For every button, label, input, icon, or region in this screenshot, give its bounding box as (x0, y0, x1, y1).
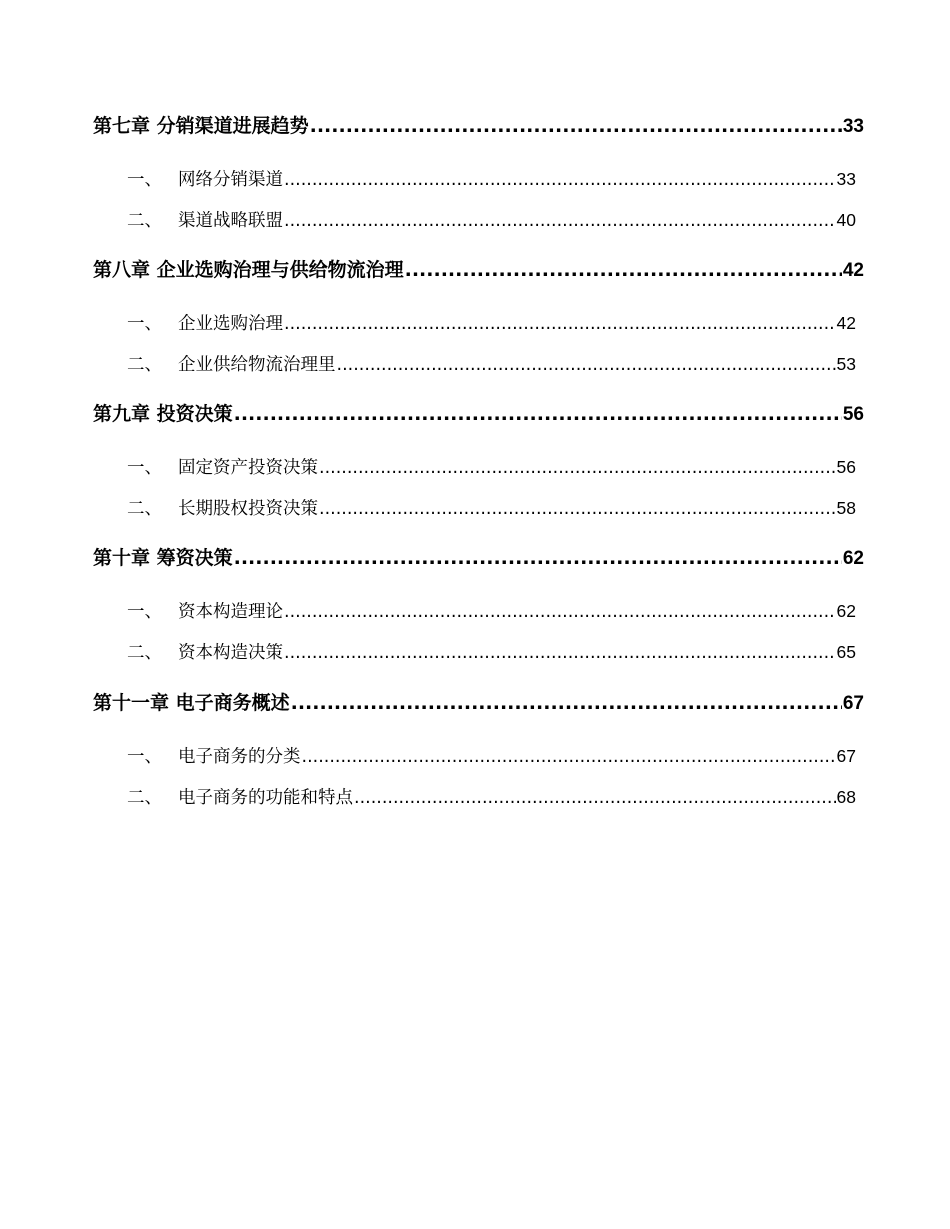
toc-section-11-1[interactable] (127, 743, 856, 769)
section-number: 一、 (127, 170, 162, 190)
toc-chapter-7[interactable] (93, 111, 864, 141)
section-number: 一、 (127, 747, 162, 767)
dot-leader (302, 744, 836, 770)
toc-section-7-2[interactable] (127, 207, 856, 233)
page-number: 65 (836, 642, 856, 662)
page-number: 68 (836, 787, 856, 807)
toc-chapter-9[interactable] (93, 399, 864, 429)
page-number: 33 (836, 169, 856, 189)
toc-section-11-2[interactable] (127, 784, 856, 810)
page-number: 53 (836, 354, 856, 374)
toc-chapter-10[interactable] (93, 543, 864, 573)
page-number: 56 (836, 457, 856, 477)
toc-section-7-1[interactable] (127, 166, 856, 192)
section-title: 企业选购治理 (178, 314, 283, 334)
section-number: 一、 (127, 458, 162, 478)
toc-section-8-2[interactable] (127, 351, 856, 377)
section-number: 一、 (127, 314, 162, 334)
dot-leader (337, 352, 836, 378)
chapter-title: 第十章 筹资决策 (93, 547, 233, 569)
page-number: 58 (836, 498, 856, 518)
dot-leader (319, 496, 836, 522)
dot-leader (284, 311, 836, 337)
section-number: 二、 (127, 211, 162, 231)
page-number: 33 (842, 116, 864, 137)
section-title: 资本构造决策 (178, 643, 283, 663)
dot-leader (310, 111, 842, 141)
toc-section-8-1[interactable] (127, 310, 856, 336)
toc-section-10-1[interactable] (127, 598, 856, 624)
toc-chapter-8[interactable] (93, 255, 864, 285)
section-number: 二、 (127, 643, 162, 663)
page-number: 67 (836, 746, 856, 766)
section-title: 长期股权投资决策 (178, 499, 318, 519)
section-number: 二、 (127, 499, 162, 519)
page-number: 40 (836, 210, 856, 230)
dot-leader (284, 640, 836, 666)
dot-leader (354, 785, 836, 811)
dot-leader (284, 599, 836, 625)
page-number: 42 (836, 313, 856, 333)
section-title: 企业供给物流治理里 (178, 355, 336, 375)
dot-leader (284, 208, 836, 234)
dot-leader (234, 399, 842, 429)
page-number: 62 (842, 548, 864, 569)
section-number: 二、 (127, 355, 162, 375)
dot-leader (234, 543, 842, 573)
chapter-title: 第八章 企业选购治理与供给物流治理 (93, 259, 404, 281)
dot-leader (284, 167, 836, 193)
section-title: 固定资产投资决策 (178, 458, 318, 478)
chapter-title: 第九章 投资决策 (93, 403, 233, 425)
dot-leader (291, 688, 842, 718)
section-title: 资本构造理论 (178, 602, 283, 622)
toc-chapter-11[interactable] (93, 688, 864, 718)
page-number: 42 (842, 260, 864, 281)
chapter-title: 第七章 分销渠道进展趋势 (93, 115, 309, 137)
section-number: 一、 (127, 602, 162, 622)
chapter-title: 第十一章 电子商务概述 (93, 692, 290, 714)
section-number: 二、 (127, 788, 162, 808)
section-title: 电子商务的功能和特点 (178, 788, 353, 808)
section-title: 电子商务的分类 (178, 747, 301, 767)
dot-leader (319, 455, 836, 481)
page-number: 56 (842, 404, 864, 425)
section-title: 网络分销渠道 (178, 170, 283, 190)
toc-section-10-2[interactable] (127, 639, 856, 665)
section-title: 渠道战略联盟 (178, 211, 283, 231)
page-number: 67 (842, 693, 864, 714)
toc-section-9-2[interactable] (127, 495, 856, 521)
page-number: 62 (836, 601, 856, 621)
dot-leader (405, 255, 842, 285)
toc-section-9-1[interactable] (127, 454, 856, 480)
